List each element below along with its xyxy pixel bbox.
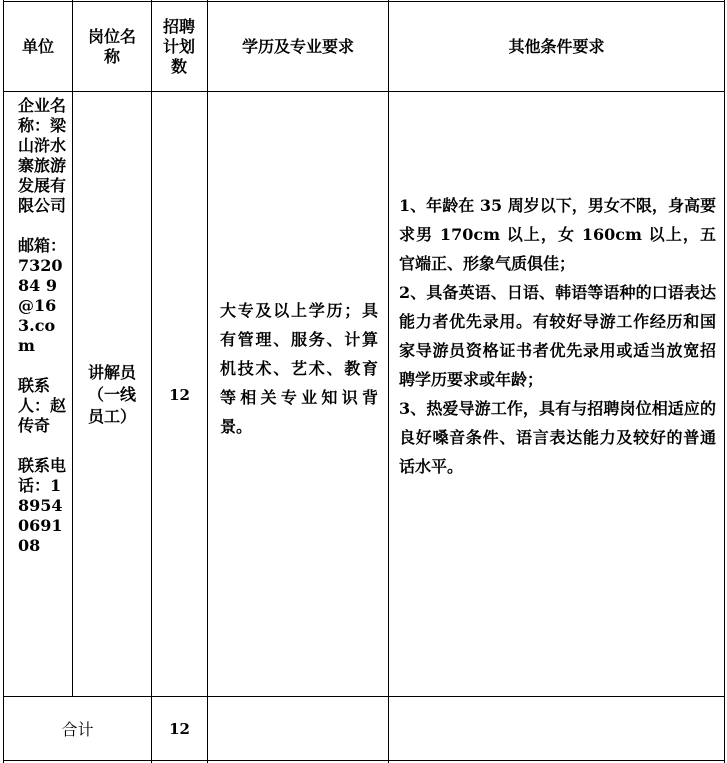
phone-block: [18, 456, 68, 556]
requirement-item-3: 3、热爱导游工作，具有与招聘岗位相适应的良好嗓音条件、语言表达能力及较好的普通话水平。: [399, 399, 716, 476]
header-position: 岗位名称: [88, 26, 137, 66]
email-label: 邮箱：: [18, 236, 67, 255]
border-right: [724, 0, 725, 763]
total-label: 合计: [61, 720, 94, 739]
border-header-bottom: [3, 91, 725, 92]
header-unit: 单位: [21, 36, 54, 56]
phone-label: 联系电话：: [18, 456, 67, 495]
company-info-cell: [4, 92, 72, 696]
other-requirements-cell: [389, 191, 724, 481]
company-label: 企业名称：: [18, 96, 67, 135]
education-cell: 大专及以上学历；具有管理、服务、计算机技术、艺术、教育等相关专业知识背景。: [220, 301, 378, 436]
border-bottom: [3, 760, 725, 761]
position-value: 讲解员（一线员工）: [87, 363, 136, 426]
total-count: 12: [169, 719, 190, 738]
company-block: [18, 96, 68, 216]
email-value: 732084 9@163.com: [18, 256, 63, 355]
phone-value: 18954069108: [18, 476, 63, 555]
header-count: 招聘计划数: [162, 16, 195, 76]
requirement-item-2: 2、具备英语、日语、韩语等语种的口语表达能力者优先录用。有较好导游工作经历和国家导游员资格证书者优先录用或适当放宽招聘学历要求或年龄；: [399, 283, 716, 389]
contact-block: [18, 376, 68, 436]
requirement-item-1: 1、年龄在 35 周岁以下，男女不限，身高要求男 170cm 以上，女 160cm 以上，五官端正、形象气质俱佳；: [399, 196, 716, 273]
header-education: 学历及专业要求: [241, 36, 354, 56]
contact-name: 赵传奇: [18, 396, 67, 435]
contact-label: 联系人：: [18, 376, 51, 415]
position-cell: [82, 362, 142, 428]
border-col1: [72, 0, 73, 697]
header-other: 其他条件要求: [508, 36, 605, 56]
company-name: 梁山浒水寨旅游发展有限公司: [18, 116, 67, 215]
email-block: [18, 236, 68, 356]
count-cell: 12: [169, 386, 190, 404]
